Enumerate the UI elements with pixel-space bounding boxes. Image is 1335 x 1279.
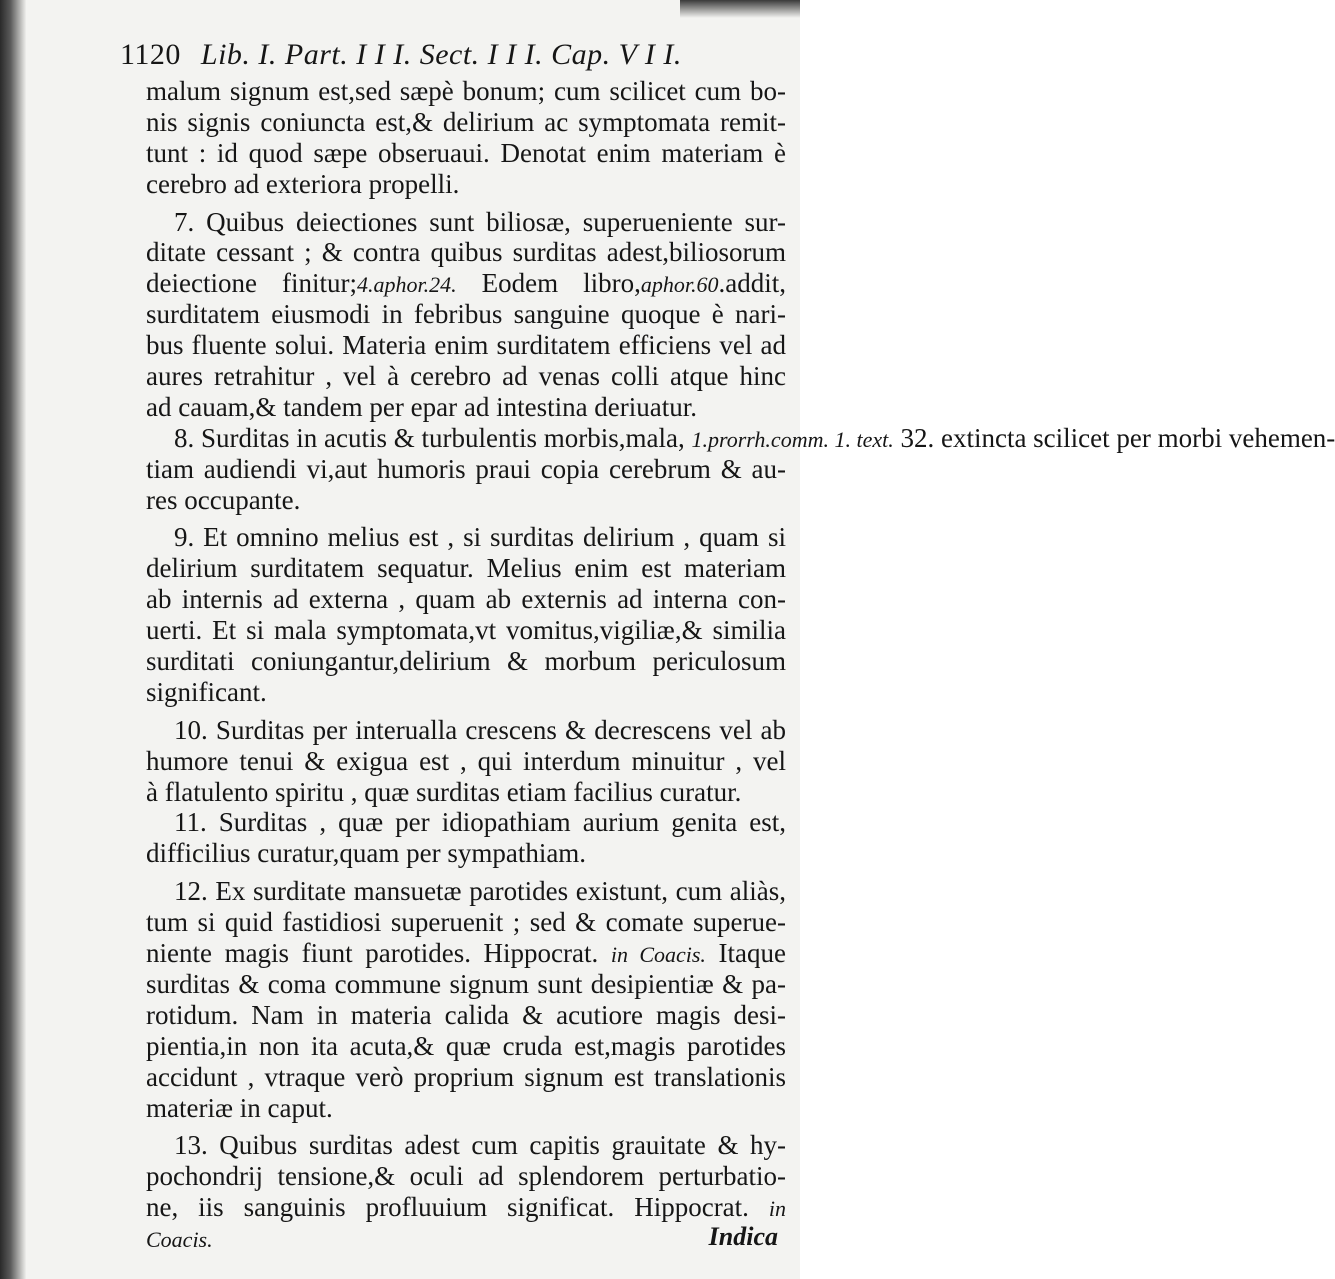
text-span: Eodem libro,	[456, 268, 641, 299]
text-line: 10. Surditas per interualla crescens & decrescens vel ab	[174, 714, 786, 745]
text-span: 8. Surditas in acutis & turbulentis morbis,mala,	[174, 422, 692, 453]
text-line: 9. Et omnino melius est , si surditas delirium , quam si	[174, 522, 786, 553]
text-line: tiam audiendi vi,aut humoris praui copia cerebrum & au-	[146, 453, 786, 484]
text-line	[146, 938, 786, 969]
text-line: 11. Surditas , quæ per idiopathiam aurium genita est,	[174, 807, 786, 838]
text-line: tum si quid fastidiosi superuenit ; sed & comate superue-	[146, 907, 786, 938]
citation-italic: in	[768, 1196, 786, 1222]
text-span: Itaque	[705, 938, 786, 969]
text-line: 12. Ex surditate mansuetæ parotides existunt, cum aliàs,	[174, 876, 786, 907]
text-line: malum signum est,sed sæpè bonum; cum scilicet cum bo-	[146, 76, 786, 106]
text-line: pochondrij tensione,& oculi ad splendorem perturbatio-	[146, 1161, 786, 1192]
citation-italic: aphor.60	[640, 272, 719, 298]
text-span: deiectione finitur;	[146, 268, 357, 299]
text-line: accidunt , vtraque verò proprium signum est translationis	[146, 1061, 786, 1092]
page-body	[146, 76, 1335, 1254]
text-line: uerti. Et si mala symptomata,vt vomitus,vigiliæ,& similia	[146, 615, 786, 646]
text-span: ne, iis sanguinis profluuium significat. Hippocrat.	[146, 1192, 769, 1223]
citation-italic: 1.prorrh.comm. 1. text.	[691, 426, 894, 452]
text-line: materiæ in caput.	[146, 1092, 333, 1123]
catchword: Indica	[708, 1222, 778, 1251]
text-line: bus fluente solui. Materia enim surditatem efficiens vel ad	[146, 330, 786, 361]
text-line: significant.	[146, 676, 267, 707]
scan-edge-shadow	[680, 0, 800, 18]
text-line: difficilius curatur,quam per sympathiam.	[146, 838, 587, 869]
citation-italic: 4.aphor.24.	[356, 272, 457, 298]
text-line: ad cauam,& tandem per epar ad intestina deriuatur.	[146, 391, 698, 422]
text-line	[146, 422, 1335, 454]
text-span: niente magis fiunt parotides. Hippocrat.	[146, 938, 611, 969]
text-line: cerebro ad exteriora propelli.	[146, 168, 460, 199]
text-line: aures retrahitur , vel à cerebro ad venas colli atque hinc	[146, 361, 786, 392]
running-header	[120, 38, 760, 72]
text-span: 32. extincta scilicet per morbi vehemen-	[893, 422, 1335, 453]
text-line	[146, 268, 786, 299]
text-line: humore tenui & exigua est , qui interdum minuitur , vel	[146, 745, 786, 776]
running-head-title: Lib. I. Part. I I I. Sect. I I I. Cap. V I I.	[200, 38, 682, 71]
text-line: ab internis ad externa , quam ab externis ad interna con-	[146, 584, 786, 615]
text-line: nis signis coniuncta est,& delirium ac symptomata remit-	[146, 106, 786, 137]
text-span: .addit,	[718, 268, 786, 299]
text-line: surditati coniungantur,delirium & morbum periculosum	[146, 646, 786, 677]
text-line: surditas & coma commune signum sunt desipientiæ & pa-	[146, 968, 786, 999]
text-line	[146, 1192, 786, 1223]
text-line: pientia,in non ita acuta,& quæ cruda est,magis parotides	[146, 1030, 786, 1061]
text-line: tunt : id quod sæpe obseruaui. Denotat enim materiam è	[146, 137, 786, 168]
text-line	[146, 1223, 786, 1254]
text-line: 13. Quibus surditas adest cum capitis grauitate & hy-	[174, 1130, 786, 1161]
citation-italic: Coacis.	[146, 1227, 213, 1253]
citation-italic: in Coacis.	[610, 942, 706, 968]
text-line: delirium surditatem sequatur. Melius enim est materiam	[146, 553, 786, 584]
text-line: 7. Quibus deiectiones sunt biliosæ, superueniente sur-	[174, 206, 786, 237]
text-line: rotidum. Nam in materia calida & acutiore magis desi-	[146, 999, 786, 1030]
text-line: res occupante.	[146, 484, 301, 515]
text-line: ditate cessant ; & contra quibus surditas adest,biliosorum	[146, 237, 786, 268]
page-number: 1120	[120, 38, 181, 71]
text-line: à flatulento spiritu , quæ surditas etiam facilius curatur.	[146, 776, 742, 807]
text-line: surditatem eiusmodi in febribus sanguine quoque è nari-	[146, 299, 786, 330]
book-spine-shadow	[0, 0, 26, 1279]
